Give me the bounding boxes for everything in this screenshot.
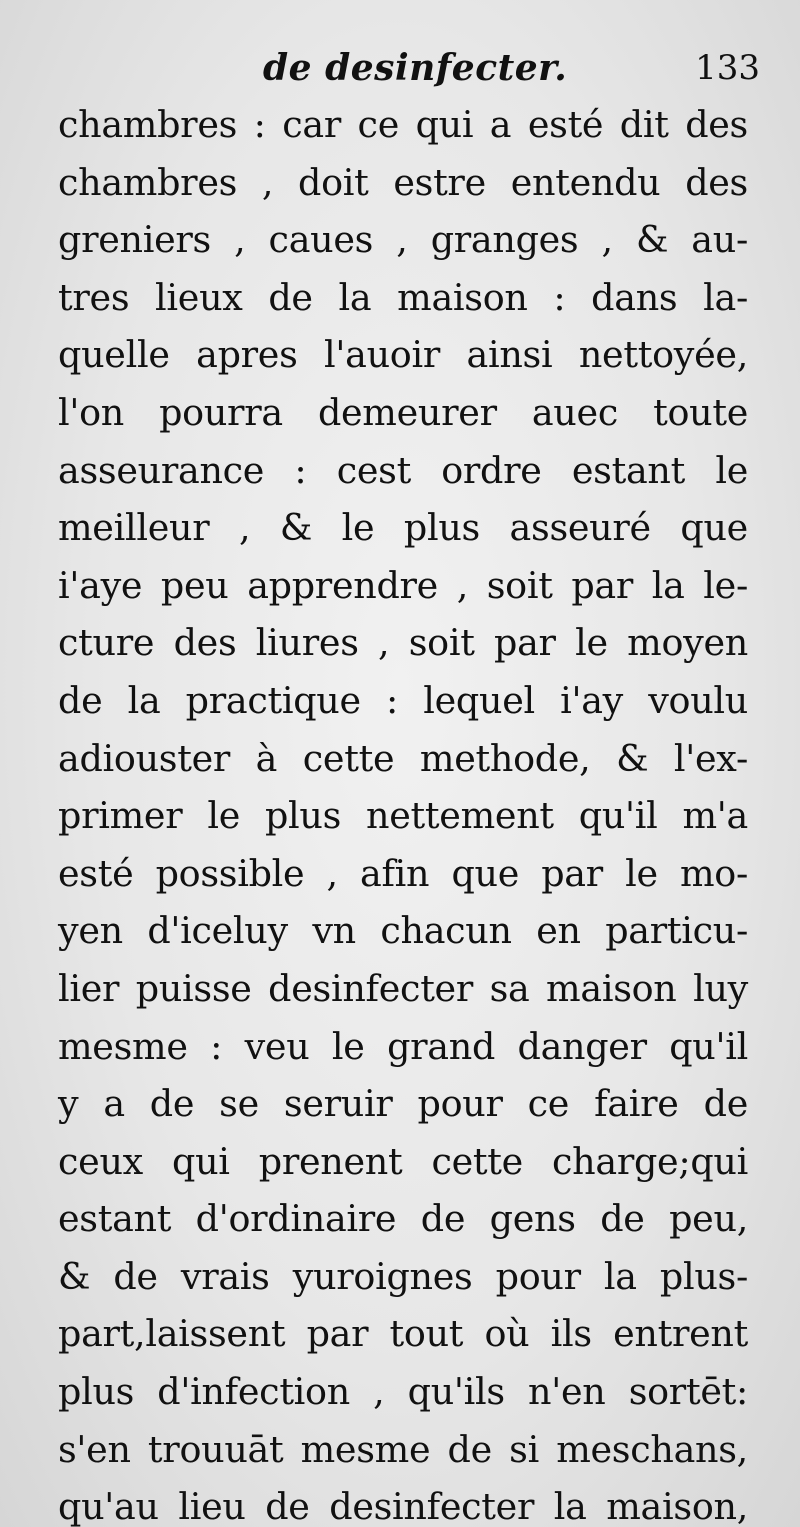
running-title: de desinfecter. (263, 47, 568, 89)
text-line: estant d'ordinaire de gens de peu, (58, 1197, 748, 1241)
body-text (58, 96, 760, 1527)
text-line: mesme : veu le grand danger qu'il (58, 1024, 748, 1068)
running-head (58, 40, 760, 96)
text-line: part,laissent par tout où ils entrent (58, 1312, 748, 1356)
text-line: yen d'iceluy vn chacun en particu- (58, 909, 748, 953)
text-line: qu'au lieu de desinfecter la maison, (58, 1485, 748, 1527)
text-line: y a de se seruir pour ce faire de (58, 1082, 748, 1126)
page-number: 133 (695, 48, 760, 88)
text-line: primer le plus nettement qu'il m'a (58, 794, 748, 838)
text-line: cture des liures , soit par le moyen (58, 621, 748, 665)
text-line: tres lieux de la maison : dans la- (58, 275, 748, 319)
text-line: i'aye peu apprendre , soit par la le- (58, 563, 748, 607)
text-line: chambres , doit estre entendu des (58, 160, 748, 204)
text-line: greniers , caues , granges , & au- (58, 218, 748, 262)
text-line: de la practique : lequel i'ay voulu (58, 678, 748, 722)
text-line: quelle apres l'auoir ainsi nettoyée, (58, 333, 748, 377)
text-line: meilleur , & le plus asseuré que (58, 506, 748, 550)
text-line: lier puisse desinfecter sa maison luy (58, 966, 748, 1010)
text-line: adiouster à cette methode, & l'ex- (58, 736, 748, 780)
text-line: plus d'infection , qu'ils n'en sortēt: (58, 1370, 748, 1414)
text-line: & de vrais yuroignes pour la plus- (58, 1254, 748, 1298)
text-line: s'en trouuāt mesme de si meschans, (58, 1427, 748, 1471)
text-line: ceux qui prenent cette charge;qui (58, 1139, 748, 1183)
text-line: asseurance : cest ordre estant le (58, 448, 748, 492)
text-line: l'on pourra demeurer auec toute (58, 390, 748, 434)
text-line: esté possible , afin que par le mo- (58, 851, 748, 895)
text-line: chambres : car ce qui a esté dit des (58, 103, 748, 146)
